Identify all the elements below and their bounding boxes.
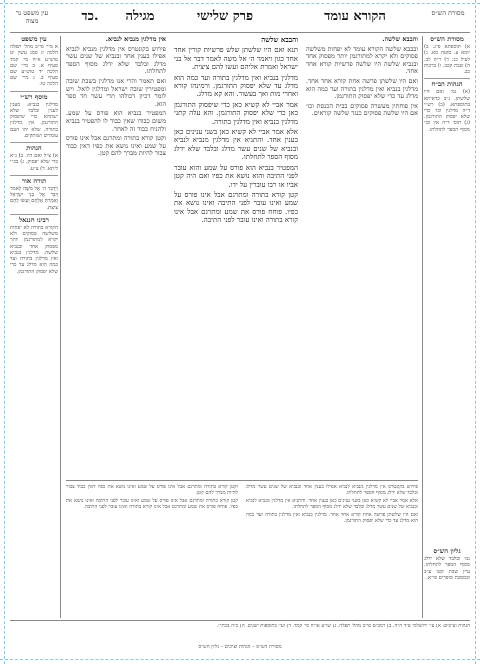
right-margin-title-3: גליון הש״ס	[433, 548, 461, 555]
footnote-text: הגהות וציונים: א) עי׳ ירושלמי פ״ד ה״ה. ב) רמב״ם פי״ב מהל׳ תפלה. ג) שו״ע או״ח סי׳ קמד. ד) ועי׳ בתוספות ישנים. ה) כ״ה בכת״י.	[216, 623, 470, 629]
left-margin-title-5: רבינו חננאל	[10, 214, 58, 223]
left-margin-text-5: הקורא בתורה לא יפחות משלשה פסוקים ולא יקרא למתורגמן יותר מפסוק אחד ובנביא שלשה. מדלגין בנביא ואין מדלגין בתורה ועד כמה הוא מדלג עד כדי שלא יפסוק התורגמן.	[10, 225, 58, 275]
rashi-paragraph-1: ובבבא שלשה הקורא עומד לא יפחות משלשה פסוקים ולא יקרא למתורגמן יותר מפסוק אחד ובנביא שלשה היו שלשה פרשיות קורא אחד אחד.	[306, 44, 418, 76]
gemara-paragraph-2: מדלגין בנביא ואין מדלגין בתורה ועד כמה הוא מדלג עד שלא יפסוק התורגמן. ורמינהו קורא ואחרי מות ואך בעשור. והא קא מדלג.	[174, 73, 298, 99]
gemara-lead: והבבא שלשה	[261, 36, 298, 44]
right-margin-text-1: א) תוספתא פ״ג. ב) יומא ע. סוטה מא. ג) לעיל כג: ד) ר״ה לב. ה) שבת קכב. ו) ברכות כב.	[424, 44, 470, 76]
lower-block-text-2: אלא אמר אביי לא קשיא כאן בשני ענינים כאן בענין אחד. והתניא אין מדלגין מנביא לנביא ובנביא של שנים עשר מדלג ובלבד שלא ידלג מסוף הספר לתחלתו.	[246, 498, 418, 510]
frame-top	[0, 3, 480, 4]
rashi-paragraph-3: אין פוחתין מעשרה פסוקים בבית הכנסת וכו׳ אם היו שלשה פסוקים כנגד שלשה קוראים.	[306, 101, 418, 118]
rashi-paragraph-2: ואם היו שלשתן פרשה אחת קורא אחד אחד. מדלגין בנביא ואין מדלגין בתורה ועד כמה הוא מדלג עד כדי שלא יפסוק התורגמן.	[306, 76, 418, 101]
corner-label-left: עין משפט נר מצוה	[15, 9, 49, 25]
left-margin-column	[10, 36, 58, 618]
right-margin-divider	[422, 36, 423, 618]
corner-label-right: מסורת הש״ס	[431, 9, 465, 17]
frame-right	[475, 0, 476, 664]
lower-block-text-5: קטן קורא בתורה ומתרגם אבל אינו פורס על שמע ואינו עובר לפני התיבה ואינו נושא את כפיו. פוחח פורס את שמע ומתרגם אבל אינו קורא בתורה ואינו עובר לפני התיבה.	[66, 498, 238, 510]
tosafot-paragraph-3: המפטיר בנביא הוא פורס על שמע. משום כבודו שאין כבוד לו להפטיר בנביא ולהניח כבוד זה לאחר.	[66, 109, 166, 133]
left-margin-text-2: מדלגין בנביא. מענין לענין ובלבד שלא ישתהא כדי שיפסוק התורגמן. אין מדלגין בתורה. שלא יהו העם עומדים ושותקים.	[10, 101, 58, 139]
lower-block-text-3: ואם היו שלשתן פרשה אחת קורא אחד אחד. מדלגין בנביא ואין מדלגין בתורה ועד כמה הוא מדלג עד כדי שלא יפסוק התורגמן.	[246, 512, 418, 524]
left-margin-title-1: עין משפט	[21, 36, 47, 43]
left-margin-title-4: תורה אור	[10, 175, 58, 184]
right-margin-title-1: מסורת הש״ס	[430, 36, 464, 43]
right-margin-text-2: (א) גמ׳ ואם היו שלשתן. נ״ב כדאיתא בתוספתא. (ב) רש״י ד״ה מדלגין וכו׳ כדי שלא יפסוק התורגמן. (ג) תוס׳ ד״ה אין וכו׳ מסוף הספר לתחלתו.	[424, 89, 470, 133]
gemara-paragraph-5: המפטיר בנביא הוא פורס על שמע והוא עובר לפני התיבה והוא נושא את כפיו ואם היה קטן אביו או רבו עוברין על ידו.	[174, 163, 298, 189]
gemara-column	[174, 36, 298, 476]
folio-number: כד.	[81, 9, 99, 24]
rashi-column	[306, 36, 418, 476]
left-margin-text-1: א מיי׳ פי״ב מהל׳ תפלה הלכה יג סמג עשין יט טוש״ע א״ח סי׳ קמד סעיף א. ב מיי׳ שם הלכה יד טוש״ע שם סעיף ב. ג מיי׳ שם הלכה טו.	[10, 44, 58, 88]
tosafot-paragraph-2: ואם תאמר והרי אנו מדלגין בשבת שובה ומפטירין שובה ישראל ומדלגין לואל. ויש לומר דכיון דכולהו תרי עשר חד ספר הוא.	[66, 76, 166, 108]
bottom-note: מסורת הש״ס – הגהות וציונים – גליון הש״ס	[198, 644, 282, 650]
tosafot-paragraph-4: וקטן קורא בתורה ומתרגם אבל אינו פורס על שמע ואינו נושא את כפיו דאין כבוד צבור להיות מברך להם קטן.	[66, 134, 166, 158]
left-margin-divider	[60, 36, 61, 618]
right-margin-bottom	[424, 548, 470, 618]
lower-block-text-1: פירוש בקונטרס אין מדלגין מנביא לנביא אפילו בענין אחד ובנביא של שנים עשר מדלג ובלבד שלא ידלג מסוף הספר לתחלתו.	[246, 484, 418, 496]
tosafot-lead: אין מדלגין מנביא לנביא.	[105, 36, 166, 43]
frame-bottom	[0, 659, 480, 660]
tosafot-column	[66, 36, 166, 476]
frame-left	[4, 0, 5, 664]
right-margin-text-3: גמ׳ ובלבד שלא ידלג מסוף הספר לתחלתו. עיין שבת קטו ע״ב ובמסכת סופרים פי״א.	[424, 556, 470, 581]
gemara-paragraph-6: קטן קורא בתורה ומתרגם אבל אינו פורס על שמע ואינו עובר לפני התיבה ואינו נושא את כפיו. פוחח פורס את שמע ומתרגם אבל אינו קורא בתורה ואינו עובר לפני התיבה.	[174, 190, 298, 225]
left-margin-title-2: מוסף רש״י	[10, 91, 58, 100]
header-rule	[10, 32, 470, 33]
header-title-center: פרק שלישי	[196, 9, 254, 24]
tosafot-paragraph-1: פירוש בקונטרס אין מדלגין מנביא לנביא אפילו בענין אחד ובנביא של שנים עשר מדלג ובלבד שלא ידלג מסוף הספר לתחלתו.	[66, 44, 166, 76]
left-margin-text-4: וַיְדַבֵּר ה׳ אֶל מֹשֶׁה לֵּאמֹר דַּבֵּר אֶל בְּנֵי יִשְׂרָאֵל וְאָמַרְתָּ אֲלֵהֶם וְעָשׂוּ לָהֶם צִיצִת.	[10, 186, 58, 211]
right-margin-column	[424, 36, 470, 516]
header-title-right: הקורא עומד	[324, 9, 386, 24]
left-margin-title-3: הגהות	[10, 142, 58, 151]
rashi-lead: והבבא שלשה.	[382, 36, 418, 43]
gemara-paragraph-3: אמר אביי לא קשיא כאן כדי שיפסוק התורגמן כאן כדי שלא יפסוק התורגמן. והא עלה קתני מדלגין בנביא ואין מדלגין בתורה.	[174, 100, 298, 126]
footnote-strip	[10, 623, 470, 643]
footnote-rule	[10, 620, 470, 621]
lower-block-text-4: וקטן קורא בתורה ומתרגם אבל אינו פורס על שמע ואינו נושא את כפיו דאין כבוד צבור להיות מברך להם קטן.	[66, 484, 238, 496]
lower-block-rule	[66, 480, 418, 481]
talmud-page	[10, 8, 470, 652]
left-margin-text-3: א) צ״ל ואם היו. ב) נ״א כדי שלא יפסוק. ג) בכ״י ליתא. ד) צ״ע.	[10, 153, 58, 172]
right-margin-title-2: הגהות הב״ח	[424, 78, 470, 87]
lower-commentary-block	[66, 484, 418, 614]
gemara-paragraph-4: אלא אמר אביי לא קשיא כאן בשני ענינים כאן בענין אחד. והתניא אין מדלגין מנביא לנביא ובנביא של שנים עשר מדלג ובלבד שלא ידלג מסוף הספר לתחלתו.	[174, 128, 298, 162]
header-title-left: מגילה	[125, 9, 155, 24]
gemara-paragraph-1: תנא ואם היו שלשתן שלש פרשיות קורין אחד אחד כגון ויאמר ה׳ אל משה לאמר דבר אל בני ישראל ואמרת אליהם ועשו להם ציצית.	[174, 46, 298, 72]
